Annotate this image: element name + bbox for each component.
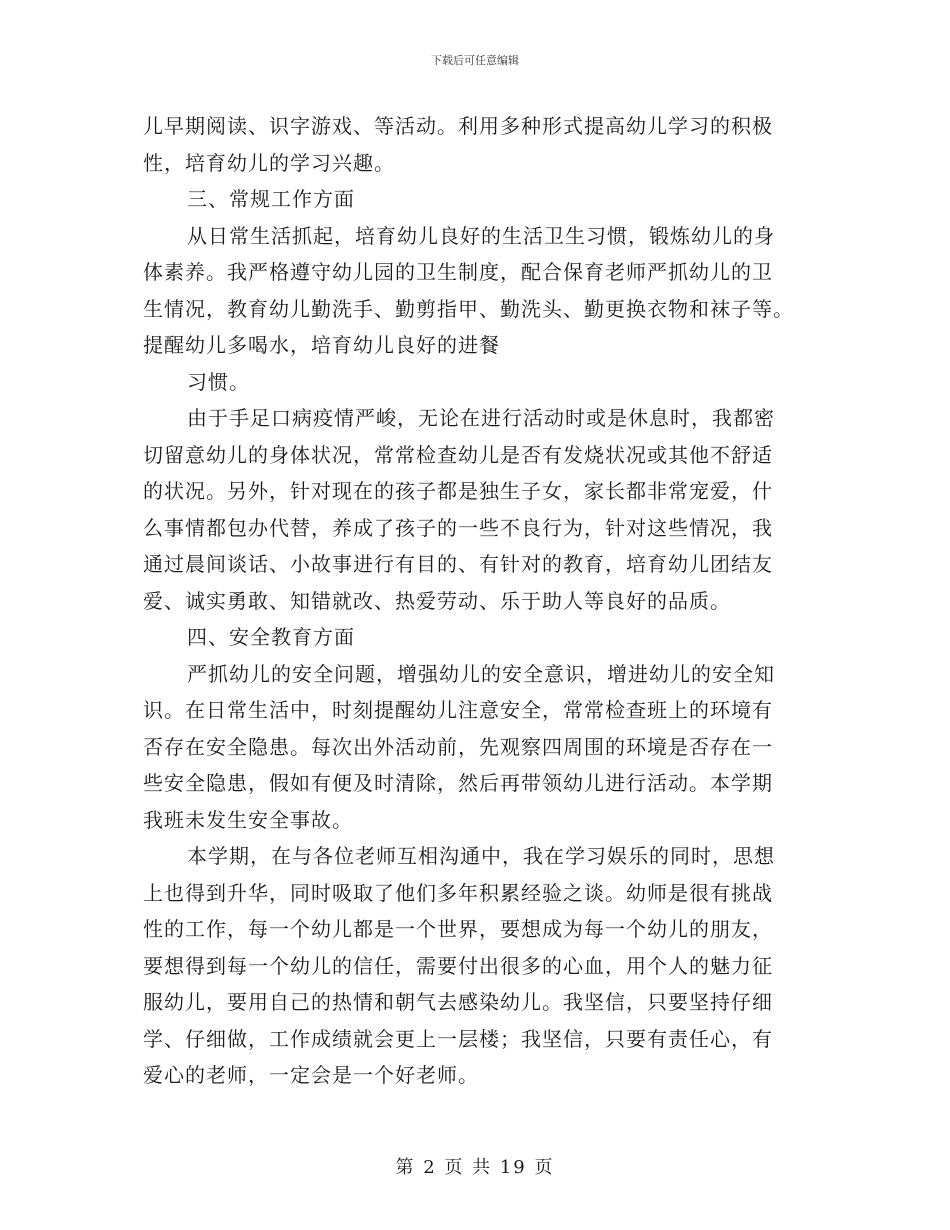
paragraph-line: 要想得到每一个幼儿的信任，需要付出很多的心血，用个人的魅力征 bbox=[143, 953, 773, 978]
paragraph-line: 否存在安全隐患。每次出外活动前，先观察四周围的环境是否存在一 bbox=[143, 734, 773, 759]
paragraph-line: 通过晨间谈话、小故事进行有目的、有针对的教育，培育幼儿团结友 bbox=[143, 552, 773, 576]
paragraph-line: 四、安全教育方面 bbox=[187, 625, 355, 649]
paragraph-line: 提醒幼儿多喝水，培育幼儿良好的进餐 bbox=[143, 333, 500, 357]
paragraph-line: 本学期，在与各位老师互相沟通中，我在学习娱乐的同时，思想 bbox=[187, 844, 775, 868]
paragraph-line: 严抓幼儿的安全问题，增强幼儿的安全意识，增进幼儿的安全知 bbox=[187, 661, 775, 686]
paragraph-line: 么事情都包办代替，养成了孩子的一些不良行为，针对这些情况，我 bbox=[143, 515, 773, 540]
paragraph-line: 习惯。 bbox=[187, 369, 250, 394]
paragraph-line: 切留意幼儿的身体状况，常常检查幼儿是否有发烧状况或其他不舒适 bbox=[143, 442, 773, 467]
paragraph-line: 学、仔细做，工作成绩就会更上一层楼；我坚信，只要有责任心，有 bbox=[143, 1026, 773, 1051]
paragraph-line: 性，培育幼儿的学习兴趣。 bbox=[143, 150, 395, 175]
paragraph-line: 上也得到升华，同时吸取了他们多年积累经验之谈。幼师是很有挑战 bbox=[143, 880, 773, 905]
document-body bbox=[143, 108, 809, 1094]
paragraph-line: 从日常生活抓起，培育幼儿良好的生活卫生习惯，锻炼幼儿的身 bbox=[187, 223, 775, 248]
paragraph-line: 性的工作，每一个幼儿都是一个世界，要想成为每一个幼儿的朋友， bbox=[143, 917, 773, 941]
paragraph-line: 爱、诚实勇敢、知错就改、热爱劳动、乐于助人等良好的品质。 bbox=[143, 588, 731, 613]
paragraph-line: 体素养。我严格遵守幼儿园的卫生制度，配合保育老师严抓幼儿的卫 bbox=[143, 260, 773, 284]
paragraph-line: 三、常规工作方面 bbox=[187, 187, 355, 211]
paragraph-line: 由于手足口病疫情严峻，无论在进行活动时或是休息时，我都密 bbox=[187, 406, 775, 430]
paragraph-line: 生情况，教育幼儿勤洗手、勤剪指甲、勤洗头、勤更换衣物和袜子等。 bbox=[143, 296, 794, 321]
paragraph-line: 儿早期阅读、识字游戏、等活动。利用多种形式提高幼儿学习的积极 bbox=[143, 114, 773, 138]
paragraph-line: 爱心的老师，一定会是一个好老师。 bbox=[143, 1063, 479, 1087]
paragraph-line: 服幼儿，要用自己的热情和朝气去感染幼儿。我坚信，只要坚持仔细 bbox=[143, 990, 773, 1014]
paragraph-line: 我班未发生安全事故。 bbox=[143, 807, 353, 832]
paragraph-line: 识。在日常生活中，时刻提醒幼儿注意安全，常常检查班上的环境有 bbox=[143, 698, 773, 722]
page-header: 下载后可任意编辑 bbox=[431, 54, 519, 67]
page-number-footer: 第 2 页 共 19 页 bbox=[395, 1157, 555, 1178]
paragraph-line: 些安全隐患，假如有便及时清除，然后再带领幼儿进行活动。本学期 bbox=[143, 771, 773, 795]
paragraph-line: 的状况。另外，针对现在的孩子都是独生子女，家长都非常宠爱，什 bbox=[143, 479, 773, 503]
